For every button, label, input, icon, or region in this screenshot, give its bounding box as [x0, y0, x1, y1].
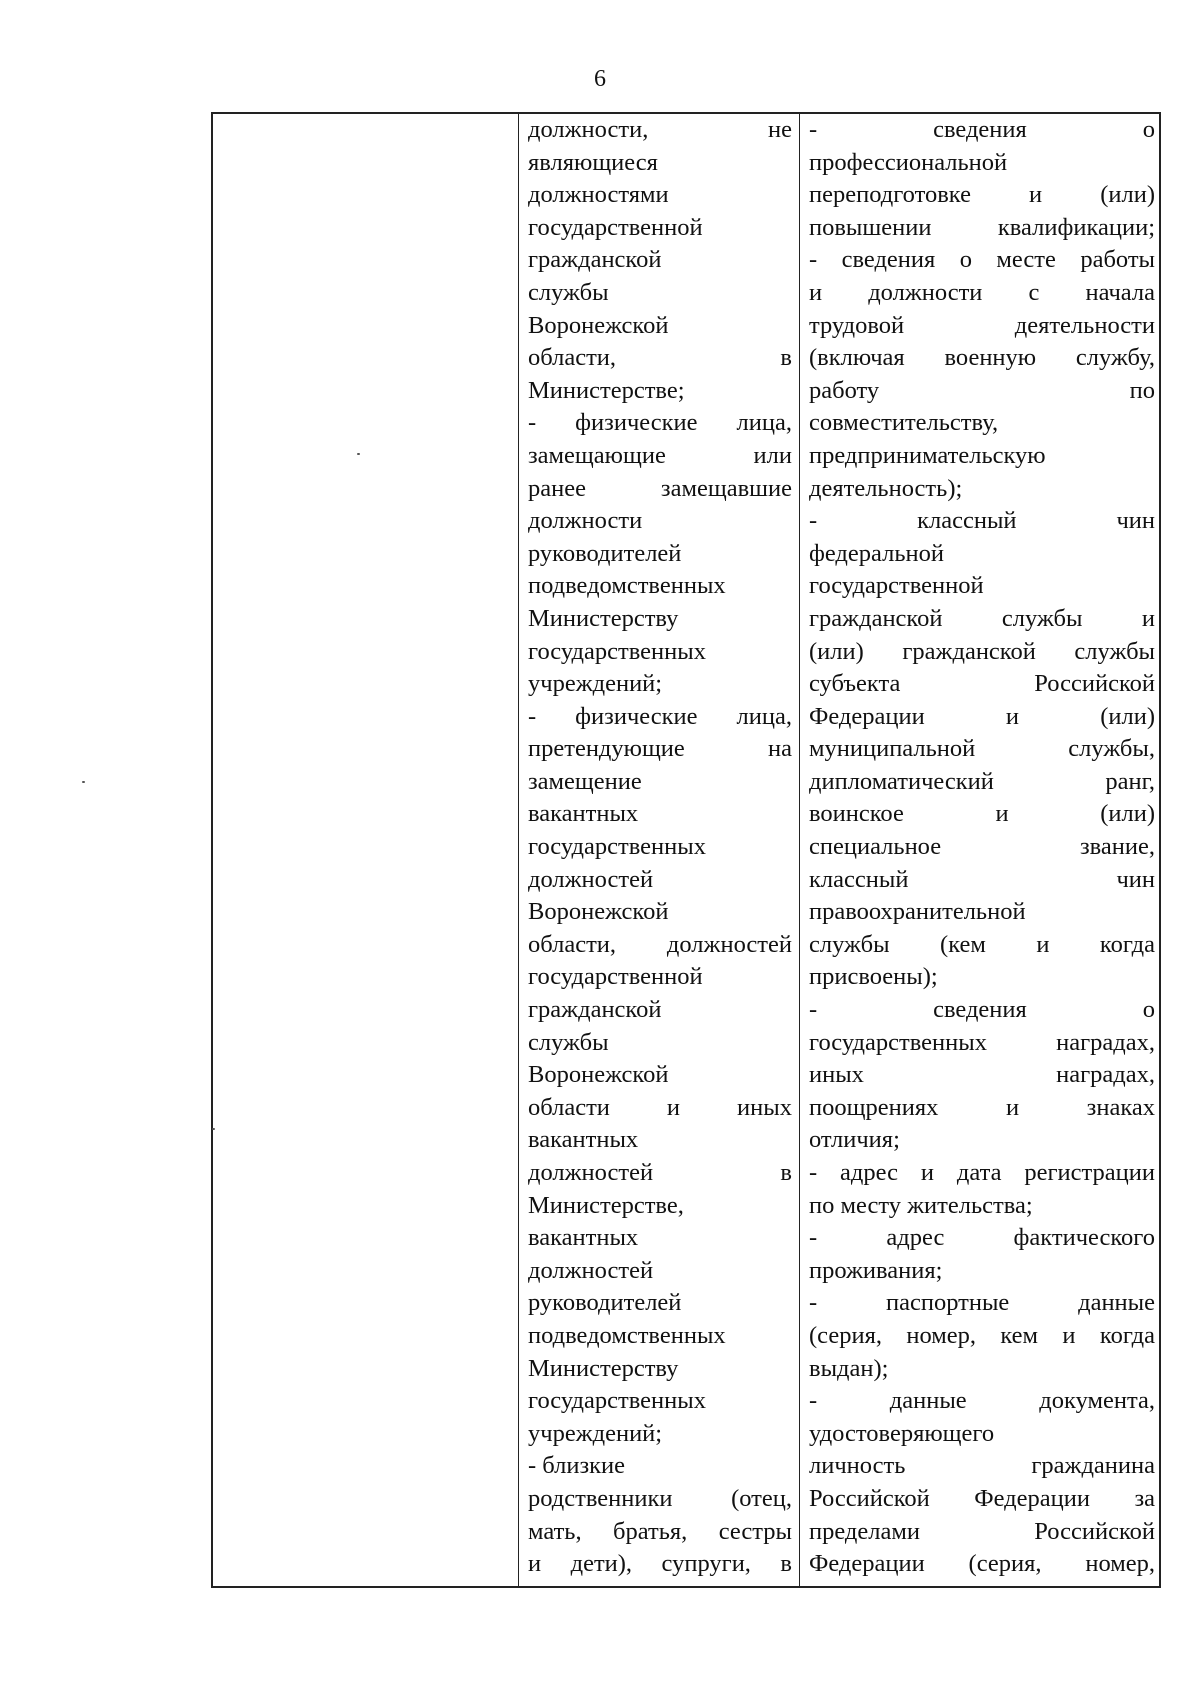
table-text-line: - адрес фактического: [809, 1224, 1155, 1252]
table-text-line: удостоверяющего: [809, 1419, 995, 1447]
table-text-line: вакантных: [528, 800, 639, 828]
table-text-line: государственных наградах,: [809, 1028, 1155, 1056]
table-text-line: государственных: [528, 637, 706, 665]
table-text-line: выдан);: [809, 1354, 889, 1382]
table-text-line: проживания;: [809, 1256, 943, 1284]
table-text-line: гражданской: [528, 996, 662, 1024]
table-text-line: Министерству: [528, 1354, 679, 1382]
table-text-line: должности: [528, 507, 643, 535]
table-text-line: области, в: [528, 344, 792, 372]
table-text-line: Федерации (серия, номер,: [809, 1550, 1155, 1578]
table-text-line: должности, не: [528, 116, 792, 143]
table-text-line: предпринимательскую: [809, 441, 1046, 469]
table-text-line: - паспортные данные: [809, 1289, 1155, 1317]
table-text-line: замещающие или: [528, 441, 792, 469]
table-text-line: гражданской службы и: [809, 604, 1155, 632]
table-text-line: подведомственных: [528, 1321, 726, 1349]
scan-speck: [82, 781, 85, 783]
table-text-line: должностями: [528, 181, 669, 209]
table-text-line: Министерстве;: [528, 376, 685, 404]
table-text-line: - сведения о месте работы: [809, 246, 1155, 274]
table-text-line: родственники (отец,: [528, 1484, 792, 1512]
table-text-line: повышении квалификации;: [809, 213, 1155, 241]
table-text-line: должностей: [528, 865, 654, 893]
table-text-line: ранее замещавшие: [528, 474, 792, 502]
table-text-line: присвоены);: [809, 963, 938, 991]
table-text-line: учреждений;: [528, 1419, 663, 1447]
table-text-line: Воронежской: [528, 898, 669, 926]
table-text-line: личность гражданина: [809, 1452, 1155, 1480]
table-text-line: - физические лица,: [528, 702, 792, 730]
table-text-line: - близкие: [528, 1452, 626, 1480]
table-text-line: - сведения о: [809, 116, 1155, 143]
scan-speck: [212, 1128, 215, 1130]
table-text-line: являющиеся: [528, 148, 658, 176]
table-text-line: отличия;: [809, 1126, 900, 1154]
table-text-line: службы: [528, 278, 609, 306]
table-text-line: и должности с начала: [809, 278, 1155, 306]
table-text-line: муниципальной службы,: [809, 735, 1155, 763]
column-divider: [799, 114, 800, 1586]
table-text-line: службы: [528, 1028, 609, 1056]
table-text-line: и дети), супруги, в: [528, 1550, 792, 1578]
table-text-line: службы (кем и когда: [809, 930, 1155, 958]
table-text-line: профессиональной: [809, 148, 1008, 176]
table-text-line: поощрениях и знаках: [809, 1093, 1155, 1121]
table-text-line: вакантных: [528, 1224, 639, 1252]
table-text-line: пределами Российской: [809, 1517, 1155, 1545]
table-text-line: государственной: [528, 963, 703, 991]
table-column-subjects: [528, 114, 792, 1581]
table-text-line: - данные документа,: [809, 1387, 1155, 1415]
table-text-line: федеральной: [809, 539, 944, 567]
table-text-line: государственной: [528, 213, 703, 241]
page-number: 6: [594, 66, 606, 92]
table-text-line: - сведения о: [809, 996, 1155, 1024]
table-text-line: области и иных: [528, 1093, 792, 1121]
table-text-line: замещение: [528, 767, 642, 795]
table-text-line: субъекта Российской: [809, 670, 1155, 698]
table-text-line: руководителей: [528, 539, 682, 567]
table-text-line: иных наградах,: [809, 1061, 1155, 1089]
table-column-data-list: [809, 114, 1155, 1581]
table-text-line: деятельность);: [809, 474, 963, 502]
table-text-line: (или) гражданской службы: [809, 637, 1155, 665]
document-table: [211, 112, 1161, 1588]
table-text-line: должностей: [528, 1256, 654, 1284]
table-text-line: Российской Федерации за: [809, 1484, 1155, 1512]
table-text-line: дипломатический ранг,: [809, 767, 1155, 795]
table-text-line: государственной: [809, 572, 984, 600]
table-text-line: гражданской: [528, 246, 662, 274]
table-text-line: области, должностей: [528, 930, 792, 958]
table-text-line: переподготовке и (или): [809, 181, 1155, 209]
table-text-line: должностей в: [528, 1159, 792, 1186]
table-text-line: мать, братья, сестры: [528, 1517, 792, 1545]
table-text-line: (включая военную службу,: [809, 344, 1155, 372]
table-text-line: Федерации и (или): [809, 702, 1155, 730]
table-text-line: воинское и (или): [809, 800, 1155, 828]
table-text-line: подведомственных: [528, 572, 726, 600]
table-text-line: - физические лица,: [528, 409, 792, 437]
table-text-line: Министерстве,: [528, 1191, 684, 1219]
table-text-line: вакантных: [528, 1126, 639, 1154]
table-text-line: по месту жительства;: [809, 1191, 1033, 1219]
table-text-line: претендующие на: [528, 735, 792, 763]
table-text-line: классный чин: [809, 865, 1155, 893]
table-text-line: Министерству: [528, 604, 679, 632]
table-text-line: правоохранительной: [809, 898, 1026, 926]
table-text-line: руководителей: [528, 1289, 682, 1317]
table-text-line: специальное звание,: [809, 833, 1155, 861]
table-text-line: государственных: [528, 1387, 706, 1415]
table-text-line: совместительству,: [809, 409, 999, 437]
table-text-line: - адрес и дата регистрации: [809, 1159, 1155, 1186]
table-text-line: государственных: [528, 833, 706, 861]
table-text-line: учреждений;: [528, 670, 663, 698]
column-divider: [518, 114, 519, 1586]
table-text-line: Воронежской: [528, 311, 669, 339]
table-text-line: работу по: [809, 376, 1155, 404]
table-text-line: - классный чин: [809, 507, 1155, 535]
scan-speck: [357, 453, 360, 455]
table-text-line: Воронежской: [528, 1061, 669, 1089]
table-text-line: (серия, номер, кем и когда: [809, 1321, 1155, 1349]
table-text-line: трудовой деятельности: [809, 311, 1155, 339]
